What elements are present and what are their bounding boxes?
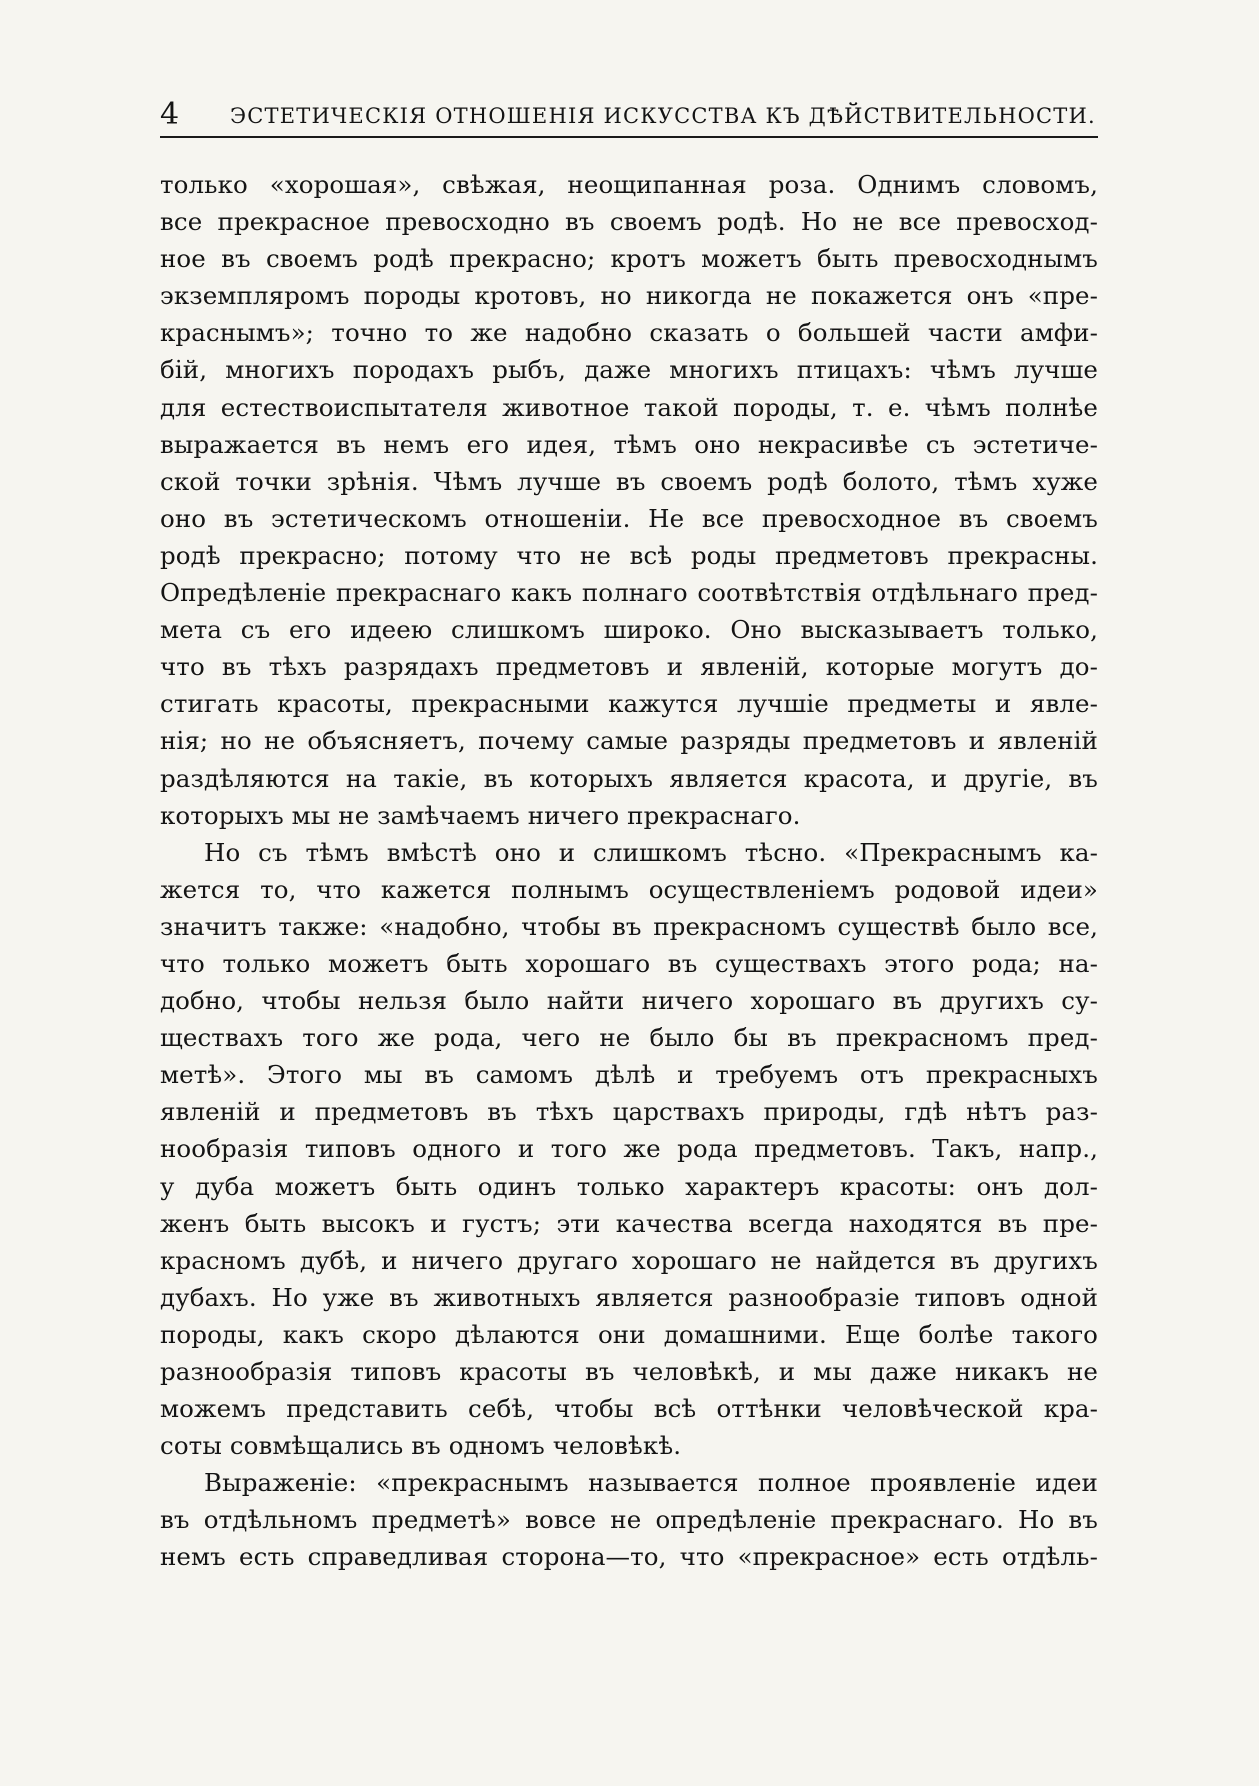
body-text: [160, 166, 1098, 1576]
running-head-title: ЭСТЕТИЧЕСКІЯ ОТНОШЕНІЯ ИСКУССТВА КЪ ДѢЙСТВИТЕЛЬНОСТИ.: [230, 104, 1096, 128]
text-line: Выраженіе: «прекраснымъ называется полное проявленіе идеи: [204, 1468, 1098, 1498]
text-line: ществахъ того же рода, чего не было бы въ прекрасномъ пред-: [160, 1023, 1098, 1053]
text-line: у дуба можетъ быть одинъ только характеръ красоты: онъ дол-: [160, 1171, 1098, 1201]
text-line: разнообразія типовъ красоты въ человѣкѣ, и мы даже никакъ не: [160, 1357, 1098, 1386]
text-line: ное въ своемъ родѣ прекрасно; кротъ можетъ быть превосходнымъ: [160, 244, 1098, 274]
text-line: явленій и предметовъ въ тѣхъ царствахъ природы, гдѣ нѣтъ раз-: [160, 1097, 1098, 1127]
text-line: для естествоиспытателя животное такой породы, т. е. чѣмъ полнѣе: [160, 392, 1098, 422]
paragraph-1: [160, 166, 1098, 834]
text-line: красномъ дубѣ, и ничего другаго хорошаго не найдется въ другихъ: [160, 1245, 1098, 1275]
text-line: жется то, что кажется полнымъ осуществленіемъ родовой идеи»: [160, 874, 1098, 904]
text-line: Но съ тѣмъ вмѣстѣ оно и слишкомъ тѣсно. «Прекраснымъ ка-: [204, 837, 1098, 867]
text-line: можемъ представить себѣ, чтобы всѣ оттѣнки человѣческой кра-: [160, 1394, 1098, 1424]
paragraph-2: [160, 834, 1098, 1465]
text-line: все прекрасное превосходно въ своемъ родѣ. Но не все превосход-: [160, 207, 1098, 237]
text-line: дубахъ. Но уже въ животныхъ является разнообразіе типовъ одной: [160, 1282, 1098, 1312]
text-line: породы, какъ скоро дѣлаются они домашними. Еще болѣе такого: [160, 1319, 1098, 1349]
text-line: краснымъ»; точно то же надобно сказать о большей части амфи-: [160, 318, 1098, 348]
text-line: женъ быть высокъ и густъ; эти качества всегда находятся въ пре-: [160, 1208, 1098, 1238]
text-line: добно, чтобы нельзя было найти ничего хорошаго въ другихъ су-: [160, 986, 1098, 1016]
text-line: которыхъ мы не замѣчаемъ ничего прекраснаго.: [160, 800, 801, 830]
text-line: значитъ также: «надобно, чтобы въ прекрасномъ существѣ было все,: [160, 911, 1098, 941]
paragraph-3: [160, 1464, 1098, 1575]
text-line: ской точки зрѣнія. Чѣмъ лучше въ своемъ родѣ болото, тѣмъ хуже: [160, 466, 1098, 496]
text-line: оно въ эстетическомъ отношеніи. Не все превосходное въ своемъ: [160, 503, 1098, 533]
page-number: 4: [160, 97, 180, 132]
text-line: только «хорошая», свѣжая, неощипанная роза. Однимъ словомъ,: [160, 170, 1098, 199]
text-line: въ отдѣльномъ предметѣ» вовсе не опредѣленіе прекраснаго. Но въ: [160, 1505, 1098, 1535]
text-line: экземпляромъ породы кротовъ, но никогда не покажется онъ «пре-: [160, 281, 1098, 311]
text-line: Опредѣленіе прекраснаго какъ полнаго соотвѣтствія отдѣльнаго пред-: [160, 578, 1098, 608]
text-line: нообразія типовъ одного и того же рода предметовъ. Такъ, напр.,: [160, 1134, 1098, 1164]
text-line: что въ тѣхъ разрядахъ предметовъ и явленій, которые могутъ до-: [160, 652, 1098, 682]
text-line: немъ есть справедливая сторона—то, что «прекрасное» есть отдѣль-: [160, 1542, 1098, 1572]
text-line: что только можетъ быть хорошаго въ существахъ этого рода; на-: [160, 948, 1098, 978]
text-line: родѣ прекрасно; потому что не всѣ роды предметовъ прекрасны.: [160, 540, 1098, 570]
text-line: соты совмѣщались въ одномъ человѣкѣ.: [160, 1431, 682, 1461]
running-head: [160, 96, 1098, 138]
text-line: нія; но не объясняетъ, почему самые разряды предметовъ и явленій: [160, 726, 1098, 756]
text-line: бій, многихъ породахъ рыбъ, даже многихъ птицахъ: чѣмъ лучше: [160, 355, 1098, 385]
text-line: метѣ». Этого мы въ самомъ дѣлѣ и требуемъ отъ прекрасныхъ: [160, 1060, 1098, 1090]
text-line: стигать красоты, прекрасными кажутся лучшіе предметы и явле-: [160, 689, 1098, 719]
text-line: раздѣляются на такіе, въ которыхъ является красота, и другіе, въ: [160, 763, 1098, 793]
text-line: выражается въ немъ его идея, тѣмъ оно некрасивѣе съ эстетиче-: [160, 429, 1098, 459]
text-line: мета съ его идеею слишкомъ широко. Оно высказываетъ только,: [160, 615, 1098, 645]
